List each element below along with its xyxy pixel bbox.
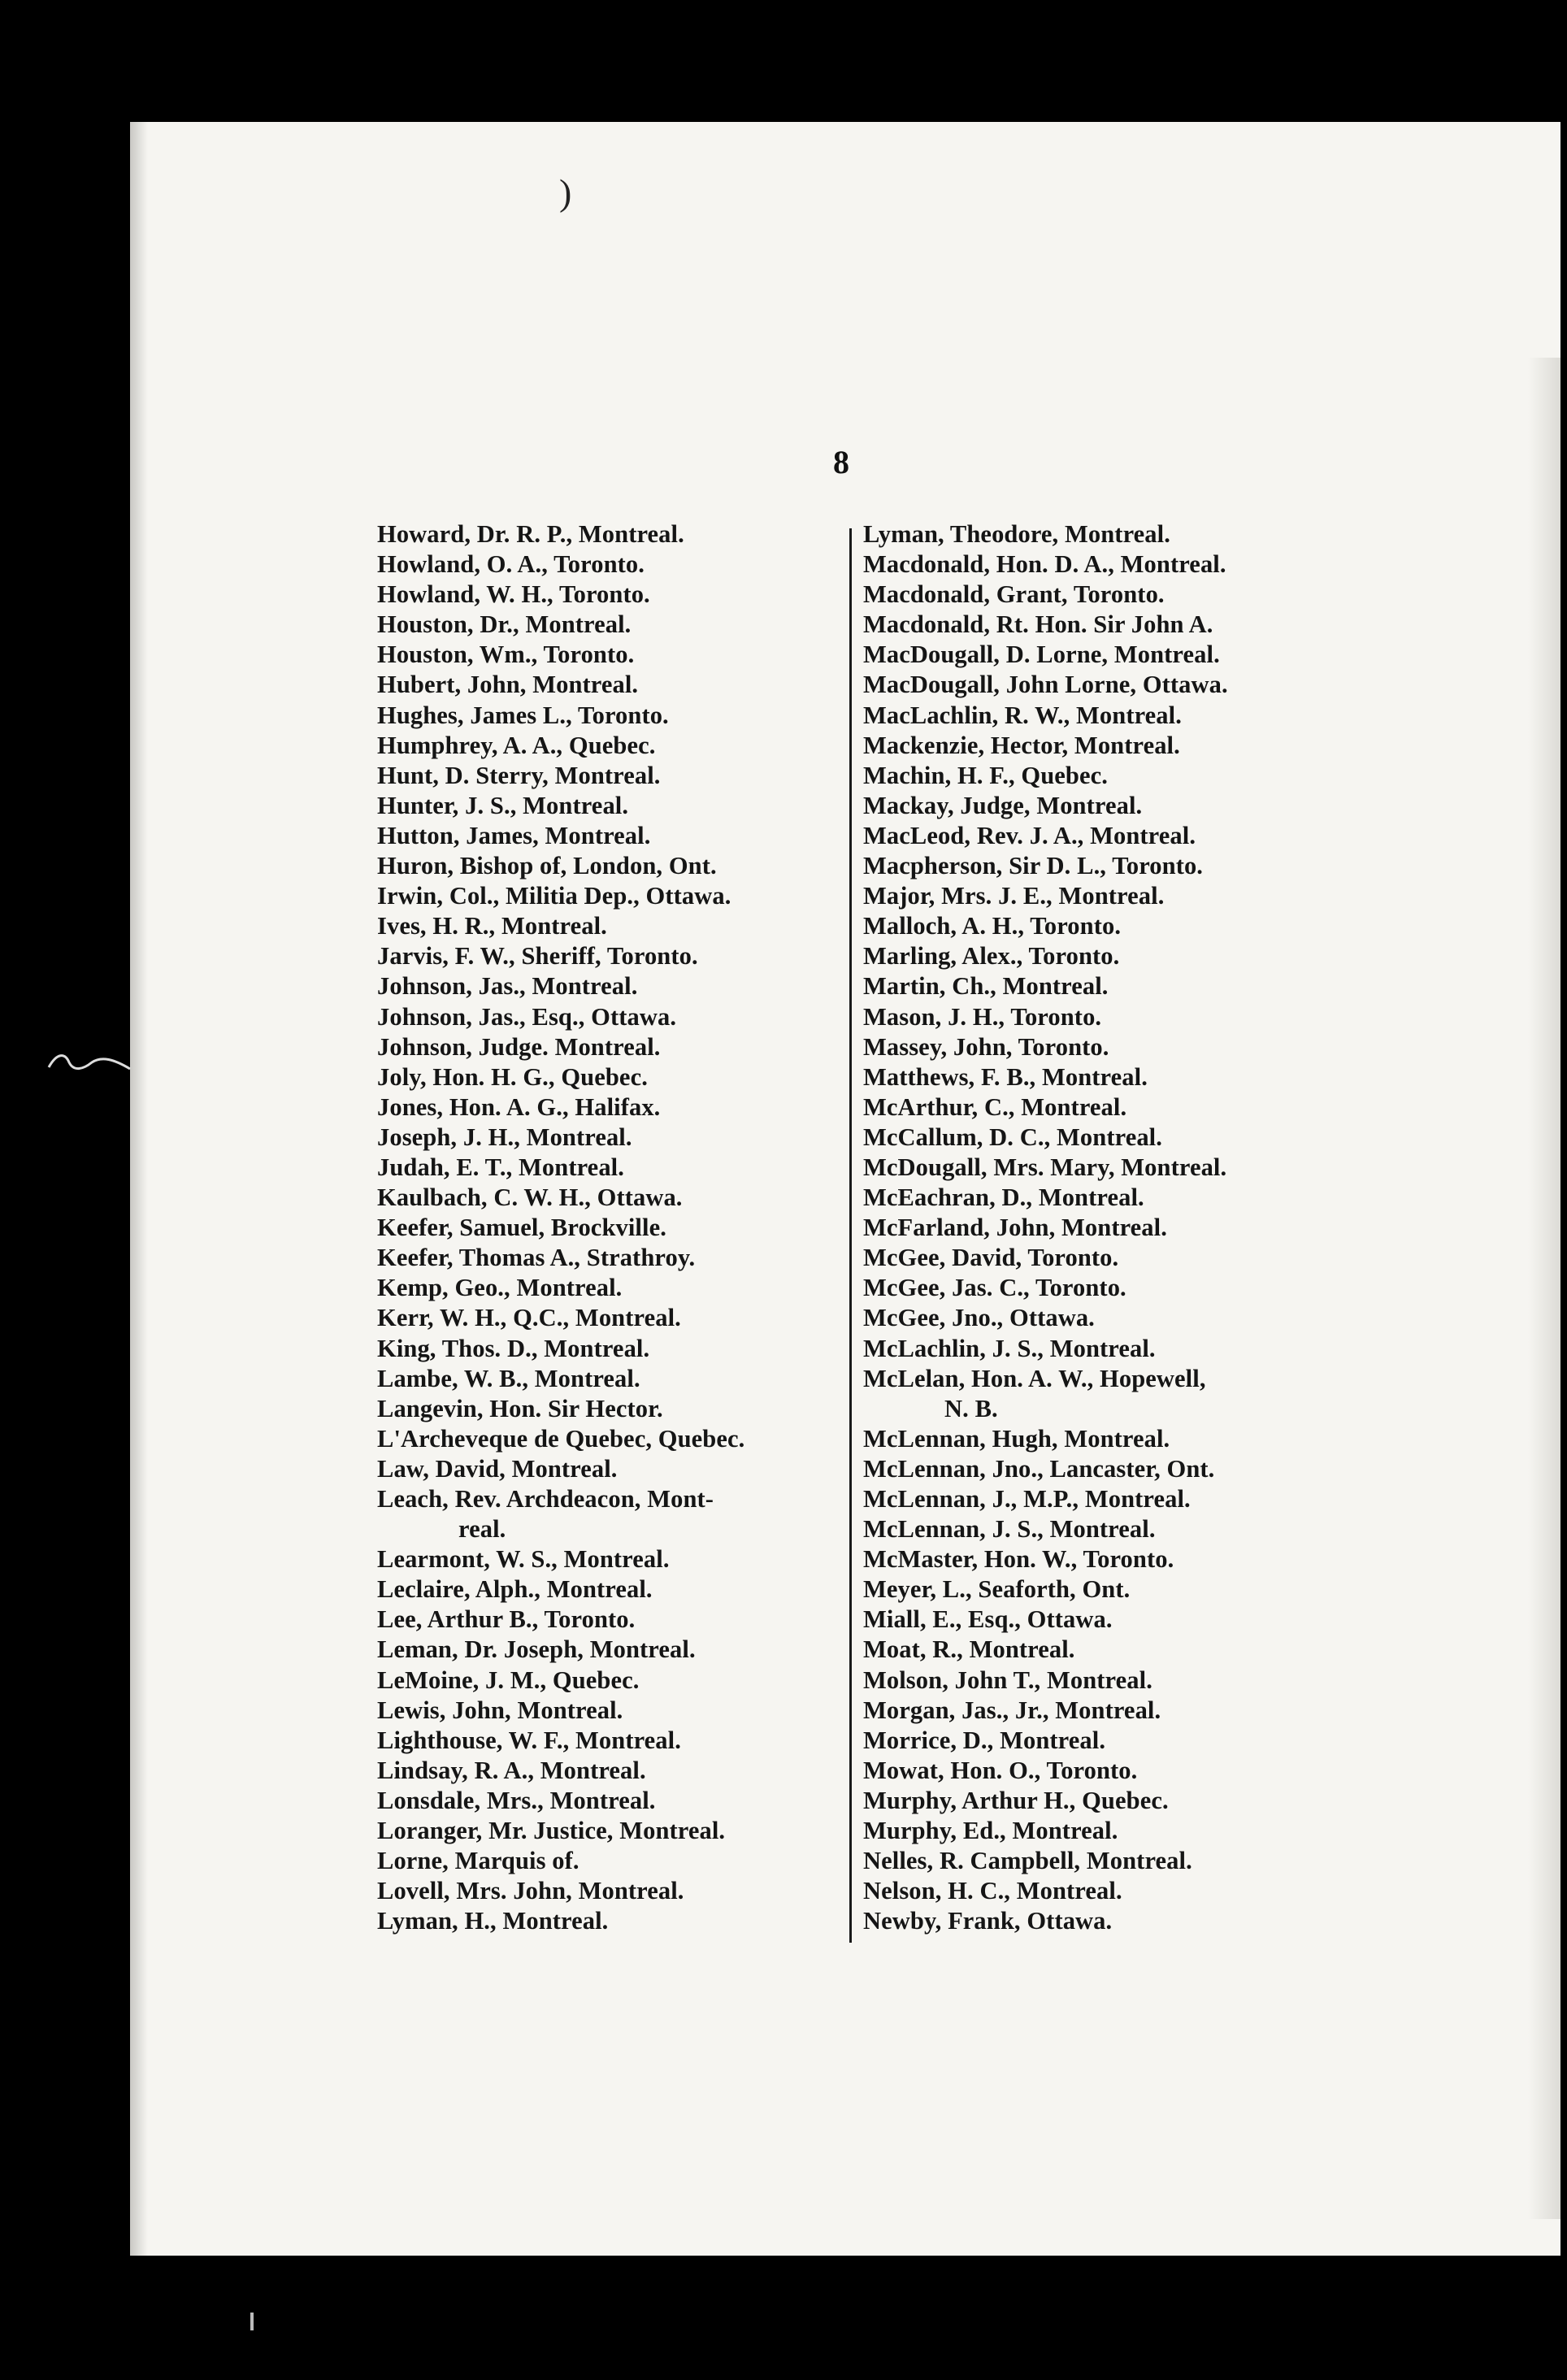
directory-entry [863,1092,1351,1123]
directory-entry [377,1334,849,1364]
entry-text: McGee, Jno., Ottawa. [863,1304,1095,1332]
entry-text: Malloch, A. H., Toronto. [863,912,1122,940]
directory-entry [377,1786,849,1816]
directory-entry [863,1756,1351,1786]
directory-entry [863,851,1351,881]
entry-text: Howland, W. H., Toronto. [377,580,650,609]
directory-entry [863,1876,1351,1906]
directory-entry [377,1876,849,1906]
entry-text: MacDougall, John Lorne, Ottawa. [863,671,1228,699]
directory-entry [863,1666,1351,1696]
entry-text: Macdonald, Rt. Hon. Sir John A. [863,610,1213,639]
directory-entry [863,1364,1351,1424]
directory-entry [377,580,849,610]
directory-entry [377,1002,849,1032]
column-divider [849,528,852,1943]
entry-text: Macdonald, Hon. D. A., Montreal. [863,550,1226,579]
directory-entry [863,670,1351,700]
entry-text: Howland, O. A., Toronto. [377,550,645,579]
entry-text: Kemp, Geo., Montreal. [377,1274,623,1302]
entry-text: Kerr, W. H., Q.C., Montreal. [377,1304,681,1332]
directory-entry [377,1635,849,1665]
entry-text: Moat, R., Montreal. [863,1635,1075,1664]
page-right-edge [1528,358,1560,2219]
directory-entry [863,1816,1351,1846]
directory-entry [863,1153,1351,1183]
entry-text: Judah, E. T., Montreal. [377,1153,624,1181]
directory-entry [377,731,849,761]
entry-text: Loranger, Mr. Justice, Montreal. [377,1817,726,1845]
entry-text: Howard, Dr. R. P., Montreal. [377,520,684,548]
directory-entry [377,1454,849,1484]
entry-text: L'Archeveque de Quebec, Quebec. [377,1424,745,1453]
entry-text: Morrice, D., Montreal. [863,1726,1106,1754]
margin-scribble-mark [45,1045,134,1077]
entry-text: Lonsdale, Mrs., Montreal. [377,1786,656,1814]
directory-entry [377,549,849,580]
directory-entry [377,851,849,881]
entry-text: Houston, Dr., Montreal. [377,610,632,639]
directory-entry [377,1846,849,1876]
entry-text: Lewis, John, Montreal. [377,1696,623,1724]
entry-text: McLachlin, J. S., Montreal. [863,1334,1156,1362]
entry-text: Meyer, L., Seaforth, Ont. [863,1575,1131,1604]
entry-text: MacLachlin, R. W., Montreal. [863,701,1182,729]
entry-text: Jarvis, F. W., Sheriff, Toronto. [377,942,698,971]
directory-entry [863,1544,1351,1574]
entry-text: McMaster, Hon. W., Toronto. [863,1545,1174,1574]
entry-text: Learmont, W. S., Montreal. [377,1545,670,1574]
bottom-stray-mark [250,2313,254,2330]
directory-entry [377,1574,849,1605]
directory-entry [863,941,1351,971]
entry-text: Mackay, Judge, Montreal. [863,791,1143,819]
directory-entry [863,1213,1351,1243]
directory-entry [377,881,849,911]
entry-text: McEachran, D., Montreal. [863,1183,1144,1212]
right-column-list [863,519,1351,1936]
directory-entry [377,670,849,700]
directory-entry [863,1454,1351,1484]
entry-text: Hunter, J. S., Montreal. [377,791,629,819]
directory-entry [377,1213,849,1243]
entry-text: Murphy, Ed., Montreal. [863,1817,1118,1845]
entry-text: Hughes, James L., Toronto. [377,701,669,729]
entry-text: Kaulbach, C. W. H., Ottawa. [377,1183,683,1212]
entry-text: Houston, Wm., Toronto. [377,641,635,669]
directory-entry [377,1092,849,1123]
directory-entry [377,1696,849,1726]
directory-entry [863,1424,1351,1454]
directory-entry [863,580,1351,610]
directory-entry [863,1002,1351,1032]
directory-entry [863,1062,1351,1092]
directory-entry [863,1605,1351,1635]
directory-entry [863,610,1351,640]
directory-entry [377,1666,849,1696]
directory-entry [377,701,849,731]
entry-text: Lovell, Mrs. John, Montreal. [377,1877,684,1905]
entry-text: Keefer, Samuel, Brockville. [377,1214,666,1242]
directory-entry [863,881,1351,911]
directory-entry [863,1514,1351,1544]
entry-text: Nelson, H. C., Montreal. [863,1877,1122,1905]
entry-text: LeMoine, J. M., Quebec. [377,1666,640,1694]
entry-text: Hutton, James, Montreal. [377,821,651,849]
entry-text: Lighthouse, W. F., Montreal. [377,1726,681,1754]
directory-entry [863,701,1351,731]
entry-text: McLennan, Jno., Lancaster, Ont. [863,1454,1215,1483]
entry-text: McGee, David, Toronto. [863,1244,1119,1272]
entry-text: Major, Mrs. J. E., Montreal. [863,882,1165,910]
directory-entry [863,1726,1351,1756]
entry-text: Hunt, D. Sterry, Montreal. [377,761,661,789]
directory-entry [377,971,849,1001]
entry-text: Joseph, J. H., Montreal. [377,1123,632,1151]
directory-entry [377,1816,849,1846]
entry-text: McGee, Jas. C., Toronto. [863,1274,1126,1302]
entry-text: Macdonald, Grant, Toronto. [863,580,1165,609]
directory-entry [863,911,1351,941]
entry-text: Newby, Frank, Ottawa. [863,1907,1113,1935]
entry-text: Leach, Rev. Archdeacon, Mont- [377,1485,714,1513]
directory-entry [863,731,1351,761]
directory-entry [863,640,1351,670]
entry-text: Huron, Bishop of, London, Ont. [377,852,717,880]
directory-entry [377,1062,849,1092]
page-left-shadow [130,122,148,2256]
directory-entry [863,1786,1351,1816]
directory-entry [377,519,849,549]
entry-text: Molson, John T., Montreal. [863,1666,1152,1694]
page-number: 8 [833,444,849,480]
entry-text: McArthur, C., Montreal. [863,1092,1127,1121]
directory-entry [863,1243,1351,1273]
entry-text: Hubert, John, Montreal. [377,671,639,699]
entry-text: McCallum, D. C., Montreal. [863,1123,1162,1151]
directory-entry [377,1123,849,1153]
directory-entry [863,1273,1351,1303]
directory-entry [377,761,849,791]
directory-entry [863,1303,1351,1333]
entry-text: Matthews, F. B., Montreal. [863,1062,1148,1091]
directory-entry [377,1756,849,1786]
entry-text: Mason, J. H., Toronto. [863,1002,1102,1031]
directory-entry [377,1243,849,1273]
entry-text: McLennan, Hugh, Montreal. [863,1424,1170,1453]
directory-entry [377,640,849,670]
entry-text: McDougall, Mrs. Mary, Montreal. [863,1153,1227,1181]
entry-text: Mackenzie, Hector, Montreal. [863,731,1180,759]
directory-entry [377,821,849,851]
entry-text: Macpherson, Sir D. L., Toronto. [863,852,1204,880]
directory-entry [377,1726,849,1756]
directory-entry [377,1153,849,1183]
directory-entry [377,1906,849,1936]
entry-text: Murphy, Arthur H., Quebec. [863,1786,1169,1814]
entry-text: Leclaire, Alph., Montreal. [377,1575,653,1604]
directory-entry [377,1183,849,1213]
entry-text: Law, David, Montreal. [377,1454,618,1483]
directory-entry [863,1032,1351,1062]
directory-entry [863,1183,1351,1213]
directory-entry [377,911,849,941]
entry-text: Lee, Arthur B., Toronto. [377,1605,636,1634]
entry-text: Jones, Hon. A. G., Halifax. [377,1092,661,1121]
directory-entry [377,1364,849,1394]
entry-text: McFarland, John, Montreal. [863,1214,1167,1242]
directory-entry [863,1696,1351,1726]
entry-text: Mowat, Hon. O., Toronto. [863,1756,1138,1784]
entry-text: Leman, Dr. Joseph, Montreal. [377,1635,696,1664]
entry-text: Machin, H. F., Quebec. [863,761,1108,789]
directory-entry [863,971,1351,1001]
directory-entry [863,1123,1351,1153]
entry-text: Humphrey, A. A., Quebec. [377,731,656,759]
entry-text: Ives, H. R., Montreal. [377,912,607,940]
entry-text: McLennan, J., M.P., Montreal. [863,1485,1191,1513]
entry-text: Irwin, Col., Militia Dep., Ottawa. [377,882,731,910]
directory-entry [863,1484,1351,1514]
stray-parenthesis-mark: ) [559,172,572,213]
entry-text: Johnson, Jas., Montreal. [377,972,638,1001]
entry-text: Joly, Hon. H. G., Quebec. [377,1062,648,1091]
directory-entry [863,791,1351,821]
directory-entry [377,791,849,821]
entry-continuation: N. B. [944,1394,998,1422]
directory-entry [863,1906,1351,1936]
directory-entry [377,1394,849,1424]
entry-text: Langevin, Hon. Sir Hector. [377,1394,663,1422]
directory-entry [377,610,849,640]
directory-entry [863,1574,1351,1605]
entry-text: MacDougall, D. Lorne, Montreal. [863,641,1220,669]
directory-entry [863,761,1351,791]
entry-text: Miall, E., Esq., Ottawa. [863,1605,1113,1634]
directory-entry [863,1635,1351,1665]
directory-entry [863,821,1351,851]
directory-entry [377,1032,849,1062]
directory-entry [377,1544,849,1574]
directory-entry [863,519,1351,549]
entry-text: King, Thos. D., Montreal. [377,1334,650,1362]
entry-text: Martin, Ch., Montreal. [863,972,1109,1001]
left-column-list [377,519,849,1936]
directory-entry [377,1484,849,1544]
entry-text: Lindsay, R. A., Montreal. [377,1756,646,1784]
entry-text: Nelles, R. Campbell, Montreal. [863,1847,1192,1875]
entry-text: Lyman, H., Montreal. [377,1907,609,1935]
directory-entry [863,1846,1351,1876]
entry-continuation: real. [458,1515,506,1544]
directory-entry [863,1334,1351,1364]
entry-text: Lambe, W. B., Montreal. [377,1364,640,1392]
entry-text: Keefer, Thomas A., Strathroy. [377,1244,696,1272]
directory-entry [377,1273,849,1303]
directory-entry [377,941,849,971]
entry-text: Morgan, Jas., Jr., Montreal. [863,1696,1161,1724]
entry-text: Marling, Alex., Toronto. [863,942,1120,971]
entry-text: Massey, John, Toronto. [863,1032,1109,1061]
entry-text: Lorne, Marquis of. [377,1847,579,1875]
directory-entry [863,549,1351,580]
directory-entry [377,1303,849,1333]
entry-text: Johnson, Jas., Esq., Ottawa. [377,1002,677,1031]
entry-text: Lyman, Theodore, Montreal. [863,520,1170,548]
entry-text: McLelan, Hon. A. W., Hopewell, [863,1364,1206,1392]
entry-text: Johnson, Judge. Montreal. [377,1032,661,1061]
entry-text: McLennan, J. S., Montreal. [863,1515,1156,1544]
directory-entry [377,1424,849,1454]
entry-text: MacLeod, Rev. J. A., Montreal. [863,821,1196,849]
directory-entry [377,1605,849,1635]
